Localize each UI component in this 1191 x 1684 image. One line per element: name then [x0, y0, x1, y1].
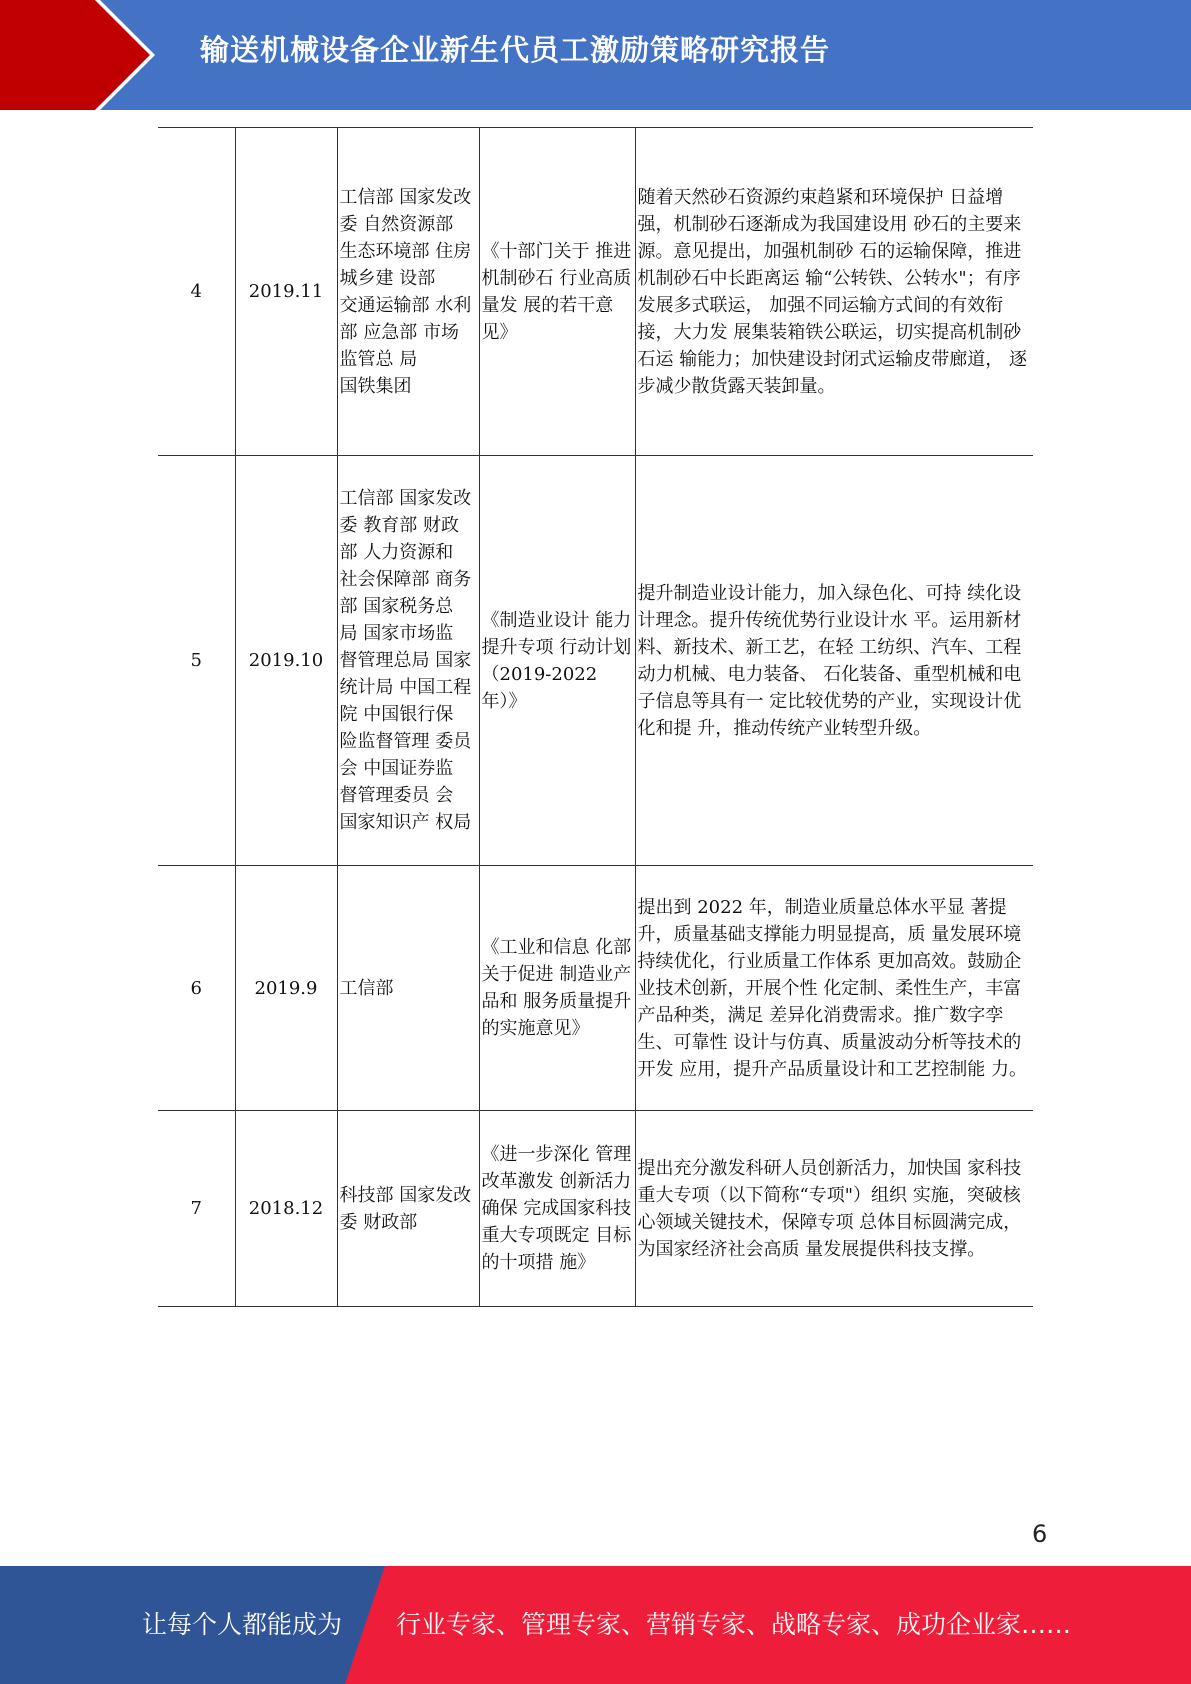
row-department: 工信部 国家发改委 自然资源部 生态环境部 住房城乡建 设部 交通运输部 水利部 应急部 市场监管总 局 国铁集团 — [337, 128, 479, 456]
row-date: 2018.12 — [235, 1111, 337, 1307]
row-number: 4 — [158, 128, 235, 456]
table-row — [158, 128, 1033, 456]
policy-table — [158, 127, 1033, 1307]
row-date: 2019.10 — [235, 456, 337, 866]
row-content: 提出到 2022 年，制造业质量总体水平显 著提升，质量基础支撑能力明显提高，质 量发展环境持续优化，行业质量工作体系 更加高效。鼓励企业技术创新，开展个性 化定制、柔性生产，丰富产品种类，满足 差异化消费需求。推广数字孪生、可靠性 设计与仿真、质量波动分析等技术的开发 应用，提升产品质量设计和工艺控制能 力。 — [635, 866, 1033, 1111]
report-title: 输送机械设备企业新生代员工激励策略研究报告 — [200, 33, 831, 67]
row-content: 随着天然砂石资源约束趋紧和环境保护 日益增强，机制砂石逐渐成为我国建设用 砂石的主要来源。意见提出，加强机制砂 石的运输保障，推进机制砂石中长距离运 输“公转铁、公转水"；有序发展多式联运， 加强不同运输方式间的有效衔接，大力发 展集装箱铁公联运，切实提高机制砂石运 输能力；加快建设封闭式运输皮带廊道， 逐步减少散货露天装卸量。 — [635, 128, 1033, 456]
row-document: 《制造业设计 能力提升专项 行动计划 （2019-2022 年）》 — [479, 456, 635, 866]
row-number: 6 — [158, 866, 235, 1111]
page-header — [0, 0, 1191, 110]
page-footer — [0, 1566, 1191, 1684]
row-number: 7 — [158, 1111, 235, 1307]
table-row — [158, 866, 1033, 1111]
row-date: 2019.11 — [235, 128, 337, 456]
row-content: 提升制造业设计能力，加入绿色化、可持 续化设计理念。提升传统优势行业设计水 平。运用新材料、新技术、新工艺，在轻 工纺织、汽车、工程动力机械、电力装备、 石化装备、重型机械和电子信息等具有一 定比较优势的产业，实现设计优化和提 升，推动传统产业转型升级。 — [635, 456, 1033, 866]
row-department: 科技部 国家发改委 财政部 — [337, 1111, 479, 1307]
row-content: 提出充分激发科研人员创新活力，加快国 家科技重大专项（以下简称“专项"）组织 实施，突破核心领域关键技术，保障专项 总体目标圆满完成，为国家经济社会高质 量发展提供科技支撑。 — [635, 1111, 1033, 1307]
table-row — [158, 1111, 1033, 1307]
row-number: 5 — [158, 456, 235, 866]
footer-slogan-right: 行业专家、管理专家、营销专家、战略专家、成功企业家…… — [396, 1610, 1072, 1639]
row-department: 工信部 — [337, 866, 479, 1111]
row-date: 2019.9 — [235, 866, 337, 1111]
page-number: 6 — [1032, 1520, 1048, 1548]
row-department: 工信部 国家发改委 教育部 财政部 人力资源和 社会保障部 商务部 国家税务总 局 国家市场监 督管理总局 国家统计局 中国工程院 中国银行保 险监督管理 委员会 中国证券监 督管理委员 会 国家知识产 权局 — [337, 456, 479, 866]
row-document: 《工业和信息 化部关于促进 制造业产品和 服务质量提升 的实施意见》 — [479, 866, 635, 1111]
row-document: 《进一步深化 管理改革激发 创新活力确保 完成国家科技 重大专项既定 目标的十项措 施》 — [479, 1111, 635, 1307]
footer-slogan-left: 让每个人都能成为 — [142, 1610, 343, 1639]
row-document: 《十部门关于 推进机制砂石 行业高质量发 展的若干意 见》 — [479, 128, 635, 456]
table-row — [158, 456, 1033, 866]
